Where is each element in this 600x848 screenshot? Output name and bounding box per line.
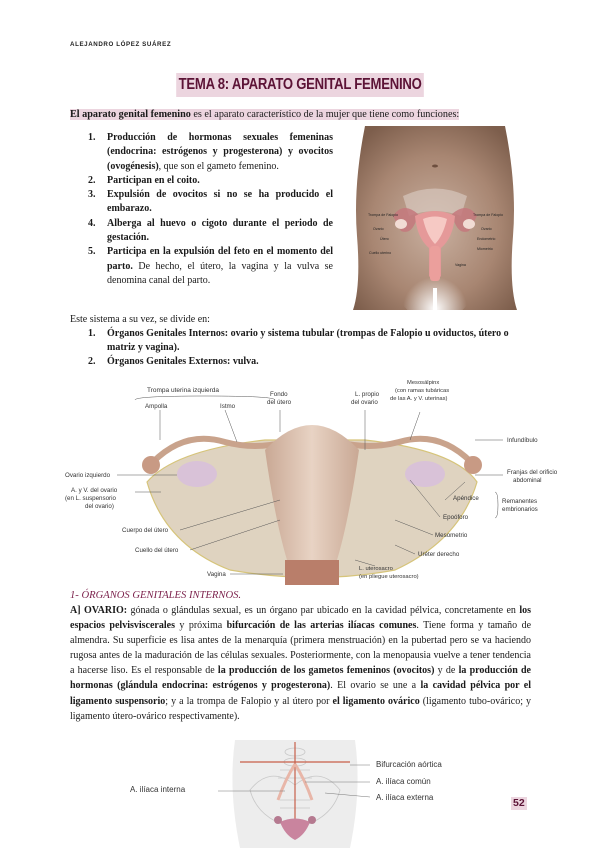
intro-rest: es el aparato característico de la mujer que tiene como funciones:	[190, 109, 460, 120]
label-right-tube: Trompa de Falopio	[473, 213, 504, 217]
bold-run: el ligamento ovárico	[332, 695, 420, 707]
page-title: TEMA 8: APARATO GENITAL FEMENINO	[176, 73, 424, 97]
label-left-tube: Trompa de Falopio	[368, 213, 399, 217]
text-run: y próxima	[174, 620, 227, 632]
page-number: 52	[513, 797, 525, 809]
list-bold: Participa en la expulsión del feto en el momento del parto.	[107, 246, 333, 272]
header-author: ALEJANDRO LÓPEZ SUÁREZ	[70, 41, 172, 48]
label-mesosalpinx-3: de las A. y V. uterinas)	[390, 396, 448, 402]
label-cervix: Cuello uterino	[369, 251, 392, 255]
bold-run: los espacios pelvisviscerales	[70, 605, 531, 632]
figure-iliac-arteries	[100, 740, 460, 848]
list-item	[88, 217, 333, 246]
label-ampulla: Ampolla	[145, 403, 168, 410]
list-text: Órganos Genitales Externos: vulva.	[107, 356, 259, 367]
label-fundus-1: Fondo	[270, 391, 288, 398]
label-epoophoron: Epoóforo	[443, 514, 469, 521]
iliac-arteries-illustration	[100, 740, 460, 848]
label-ovary-left: Ovario izquierdo	[65, 472, 111, 479]
text-run: (ligamento tubo-ovárico; y ligamento útero-ovárico respectivamente).	[70, 695, 532, 722]
label-external-iliac: A. ilíaca externa	[376, 793, 434, 802]
label-internal-iliac: A. ilíaca interna	[130, 785, 186, 794]
list-bold: Alberga al huevo o cigoto durante el periodo de gestación.	[107, 217, 333, 244]
label-ureter: Uréter derecho	[418, 551, 460, 558]
label-left-ovary: Ovario	[373, 227, 384, 231]
label-neck: Cuello del útero	[135, 547, 179, 554]
body-anatomy-illustration	[343, 126, 527, 310]
section-heading: 1- ÓRGANOS GENITALES INTERNOS.	[70, 590, 242, 601]
list-number: 2.	[88, 356, 96, 367]
text-run: . Tiene forma y tamaño de almendra. Su superficie es lisa antes de la menarquía (primera menstruación) en la pubertad pero se va haciendo rugosa antes de la maduración de las células sexuales. Posteriormente, con la menopausia vuelve a tener tendencia a hacerse liso. Es el responsable de	[70, 620, 532, 677]
uterus-anatomy-illustration	[65, 370, 560, 585]
label-common-iliac: A. ilíaca común	[376, 777, 431, 786]
text-run: gónada o glándulas sexual, es un órgano par ubicado en la cavidad pélvica, concretamente en	[127, 605, 520, 616]
list-rest: , que son el gameto femenino.	[158, 160, 279, 172]
figure-uterus-anatomy	[65, 370, 560, 585]
list-bold: Participan en el coito.	[107, 174, 200, 186]
intro-bold: El aparato genital femenino	[70, 109, 191, 120]
list-text	[107, 188, 333, 217]
label-vagina: Vagina	[207, 571, 226, 578]
label-body: Cuerpo del útero	[122, 527, 169, 534]
list-number: 4.	[88, 217, 96, 229]
text-run: y de	[434, 665, 459, 677]
list-text	[107, 245, 333, 288]
label-myometrium: Miometrio	[477, 247, 493, 251]
label-lig-prop-1: L. propio	[355, 391, 380, 398]
list-item	[88, 188, 333, 217]
divisions-list	[88, 327, 533, 369]
label-vestigial-1: Remanentes	[502, 498, 538, 505]
list-number: 5.	[88, 246, 96, 258]
title-container	[0, 73, 600, 97]
ovario-label: A] OVARIO:	[70, 605, 128, 616]
bold-run: bifurcación de las arterias ilíacas comunes	[226, 620, 417, 632]
list-item	[88, 174, 333, 188]
list-text	[107, 131, 333, 174]
label-tube-left: Trompa uterina izquierda	[147, 387, 220, 394]
list-text	[107, 174, 333, 188]
label-fimbriae-1: Franjas del orificio	[507, 469, 558, 476]
list-number: 3.	[88, 189, 96, 201]
label-fimbriae-2: abdominal	[513, 477, 542, 484]
label-right-ovary: Ovario	[481, 227, 492, 231]
intro-highlight	[70, 109, 459, 120]
label-infundibulum: Infundíbulo	[507, 437, 538, 444]
label-vestigial-2: embrionarios	[502, 506, 538, 513]
label-uterus: Útero	[380, 237, 389, 241]
list-number: 1.	[88, 328, 96, 339]
list-item	[88, 327, 533, 355]
figure-body-anatomy	[343, 126, 527, 310]
label-mesosalpinx-1: Mesosálpinx	[407, 380, 440, 386]
list-item	[88, 355, 533, 369]
label-ovarian-av-1: A. y V. del ovario	[71, 487, 118, 494]
bold-run: la producción de hormonas (glándula endocrina: estrógenos y progesterona)	[70, 665, 531, 692]
label-mesosalpinx-2: (con ramas tubáricas	[395, 388, 450, 394]
ovario-paragraph	[70, 603, 531, 724]
list-number: 1.	[88, 132, 96, 143]
bold-run: la cavidad pélvica por el ligamento suspensorio	[70, 680, 531, 707]
label-bifurcation: Bifurcación aórtica	[376, 760, 442, 769]
list-item	[88, 131, 333, 174]
label-ovarian-av-3: del ovario)	[85, 503, 114, 510]
list-number: 2.	[88, 174, 96, 186]
label-ovarian-av-2: (en L. suspensorio	[65, 495, 116, 502]
list-text	[107, 217, 333, 246]
label-lig-prop-2: del ovario	[351, 399, 378, 406]
label-isthmus: Istmo	[220, 403, 236, 410]
label-vagina: Vagina	[455, 263, 466, 267]
text-run: . El ovario se une a	[330, 680, 421, 692]
functions-list	[88, 131, 333, 288]
divide-intro: Este sistema a su vez, se divide en:	[70, 314, 210, 325]
label-mesometrium: Mesometrio	[435, 532, 468, 539]
label-uterosacral-1: L. uterosacro	[359, 566, 393, 572]
label-appendix: Apéndice	[453, 495, 479, 502]
list-bold: Producción de hormonas sexuales femeninas (endocrina: estrógenos y progesterona) y ovocitos (ovogénesis)	[107, 132, 333, 172]
list-item	[88, 245, 333, 288]
intro-paragraph	[70, 108, 459, 121]
list-bold: Expulsión de ovocitos si no se ha producido el embarazo.	[107, 189, 333, 215]
label-fundus-2: del útero	[267, 399, 292, 406]
list-text: Órganos Genitales Internos: ovario y sistema tubular (trompas de Falopio u oviductos, útero o matriz y vagina).	[107, 328, 509, 353]
list-rest: De hecho, el útero, la vagina y la vulva se denomina canal del parto.	[107, 260, 333, 286]
text-run: ; y a la trompa de Falopio y al útero por	[165, 695, 333, 707]
bold-run: la producción de los gametos femeninos (ovocitos)	[217, 665, 435, 677]
label-uterosacral-2: (en pliegue uterosacro)	[359, 574, 419, 580]
label-endometrium: Endometrio	[477, 237, 496, 241]
